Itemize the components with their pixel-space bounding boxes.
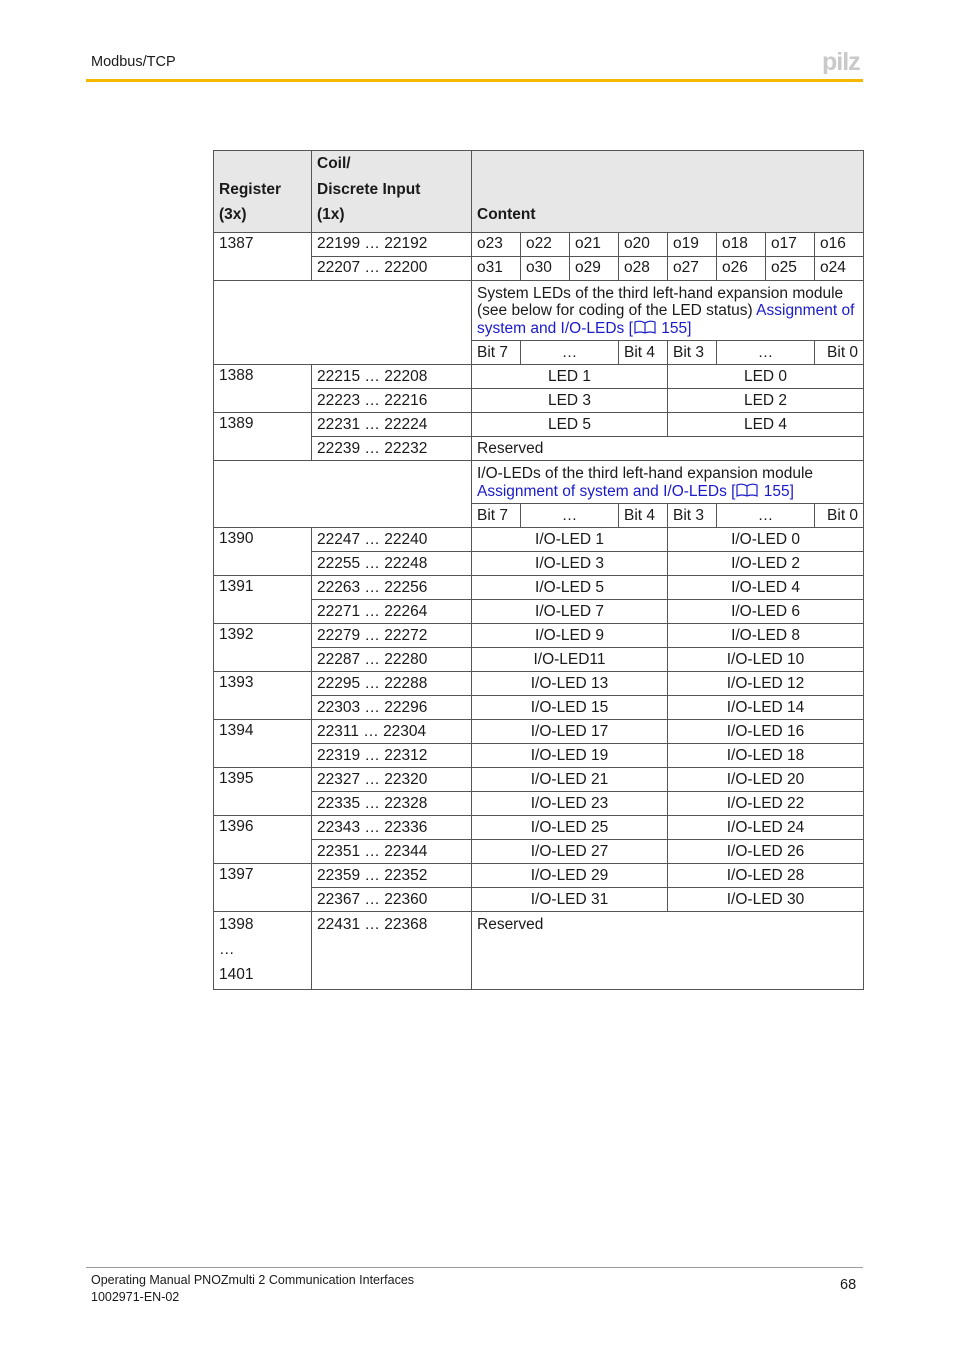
pilz-logo: [822, 50, 864, 74]
io-led-cell: I/O-LED 2: [668, 552, 864, 576]
table-row: [214, 672, 864, 696]
coil-cell: 22223 … 22216: [312, 389, 472, 413]
io-led-cell: I/O-LED 17: [472, 720, 668, 744]
table-row: [214, 648, 864, 672]
register-cell: 1391: [214, 576, 312, 624]
header-register: Register (3x): [214, 151, 312, 233]
led-cell: LED 0: [668, 365, 864, 389]
bit-label: Bit 3: [668, 504, 717, 528]
io-led-cell: I/O-LED 30: [668, 888, 864, 912]
coil-cell: 22231 … 22224: [312, 413, 472, 437]
io-led-cell: I/O-LED 10: [668, 648, 864, 672]
io-leds-description: I/O-LEDs of the third left-hand expansion module Assignment of system and I/O-LEDs [ 155]: [472, 461, 864, 504]
io-led-cell: I/O-LED 9: [472, 624, 668, 648]
bit-cell: o21: [570, 232, 619, 256]
table-row: [214, 256, 864, 280]
table-row: [214, 768, 864, 792]
bit-cell: o19: [668, 232, 717, 256]
table-row: [214, 461, 864, 504]
empty-cell: [214, 461, 472, 528]
io-led-cell: I/O-LED 6: [668, 600, 864, 624]
table-row: [214, 413, 864, 437]
register-cell: 1390: [214, 528, 312, 576]
coil-cell: 22199 … 22192: [312, 232, 472, 256]
io-led-cell: I/O-LED 18: [668, 744, 864, 768]
register-cell: 1388: [214, 365, 312, 413]
svg-text:pilz: pilz: [822, 50, 860, 74]
assignment-link[interactable]: Assignment of system and I/O-LEDs [ 155]: [477, 482, 794, 500]
io-led-cell: I/O-LED 16: [668, 720, 864, 744]
table-header-row: [214, 151, 864, 233]
table-row: [214, 389, 864, 413]
register-cell: 1389: [214, 413, 312, 461]
led-cell: LED 5: [472, 413, 668, 437]
io-led-cell: I/O-LED 20: [668, 768, 864, 792]
table-row: [214, 624, 864, 648]
coil-cell: 22311 … 22304: [312, 720, 472, 744]
table-row: [214, 912, 864, 990]
footer-manual-title: Operating Manual PNOZmulti 2 Communication Interfaces: [91, 1273, 415, 1287]
bit-label: Bit 0: [815, 504, 864, 528]
register-cell: 1387: [214, 232, 312, 280]
coil-cell: 22247 … 22240: [312, 528, 472, 552]
led-cell: LED 4: [668, 413, 864, 437]
table-row: [214, 744, 864, 768]
coil-cell: 22359 … 22352: [312, 864, 472, 888]
table-row: [214, 864, 864, 888]
coil-cell: 22295 … 22288: [312, 672, 472, 696]
coil-cell: 22207 … 22200: [312, 256, 472, 280]
empty-cell: [214, 280, 472, 365]
bit-label: …: [521, 504, 619, 528]
io-led-cell: I/O-LED11: [472, 648, 668, 672]
bit-label: Bit 7: [472, 504, 521, 528]
bit-label: Bit 7: [472, 341, 521, 365]
table-row: [214, 696, 864, 720]
io-led-cell: I/O-LED 12: [668, 672, 864, 696]
io-led-cell: I/O-LED 23: [472, 792, 668, 816]
io-led-cell: I/O-LED 25: [472, 816, 668, 840]
io-led-cell: I/O-LED 21: [472, 768, 668, 792]
reserved-cell: Reserved: [472, 437, 864, 461]
coil-cell: 22287 … 22280: [312, 648, 472, 672]
coil-cell: 22319 … 22312: [312, 744, 472, 768]
coil-cell: 22271 … 22264: [312, 600, 472, 624]
register-cell: 1398 … 1401: [214, 912, 312, 990]
coil-cell: 22255 … 22248: [312, 552, 472, 576]
coil-cell: 22303 … 22296: [312, 696, 472, 720]
coil-cell: 22215 … 22208: [312, 365, 472, 389]
bit-cell: o24: [815, 256, 864, 280]
register-cell: 1394: [214, 720, 312, 768]
io-led-cell: I/O-LED 0: [668, 528, 864, 552]
bit-label: Bit 4: [619, 504, 668, 528]
table-row: [214, 528, 864, 552]
header-rule: [86, 79, 863, 82]
register-table: [213, 150, 864, 990]
coil-cell: 22327 … 22320: [312, 768, 472, 792]
io-led-cell: I/O-LED 1: [472, 528, 668, 552]
coil-cell: 22367 … 22360: [312, 888, 472, 912]
coil-cell: 22431 … 22368: [312, 912, 472, 990]
table-row: [214, 576, 864, 600]
bit-cell: o16: [815, 232, 864, 256]
header-title: Modbus/TCP: [91, 54, 176, 70]
led-cell: LED 3: [472, 389, 668, 413]
table-row: [214, 600, 864, 624]
io-led-cell: I/O-LED 22: [668, 792, 864, 816]
bit-cell: o18: [717, 232, 766, 256]
sys-leds-description: System LEDs of the third left-hand expansion module (see below for coding of the LED status) Assignment of system and I/O-LEDs [ 155]: [472, 280, 864, 341]
table-row: [214, 232, 864, 256]
table-row: [214, 888, 864, 912]
header-content: Content: [472, 151, 864, 233]
io-led-cell: I/O-LED 15: [472, 696, 668, 720]
coil-cell: 22239 … 22232: [312, 437, 472, 461]
io-led-cell: I/O-LED 14: [668, 696, 864, 720]
table-row: [214, 792, 864, 816]
register-cell: 1392: [214, 624, 312, 672]
table-row: [214, 280, 864, 341]
bit-label: Bit 4: [619, 341, 668, 365]
assignment-link[interactable]: Assignment of system and I/O-LEDs [ 155]: [477, 302, 855, 337]
io-led-cell: I/O-LED 29: [472, 864, 668, 888]
footer-rule: [86, 1267, 863, 1268]
bit-cell: o20: [619, 232, 668, 256]
bit-label: …: [717, 504, 815, 528]
table-row: [214, 816, 864, 840]
io-led-cell: I/O-LED 24: [668, 816, 864, 840]
io-led-cell: I/O-LED 19: [472, 744, 668, 768]
led-cell: LED 2: [668, 389, 864, 413]
coil-cell: 22263 … 22256: [312, 576, 472, 600]
bit-cell: o26: [717, 256, 766, 280]
io-led-cell: I/O-LED 8: [668, 624, 864, 648]
page-number: 68: [840, 1277, 857, 1293]
register-cell: 1396: [214, 816, 312, 864]
bit-cell: o31: [472, 256, 521, 280]
coil-cell: 22351 … 22344: [312, 840, 472, 864]
io-led-cell: I/O-LED 7: [472, 600, 668, 624]
coil-cell: 22279 … 22272: [312, 624, 472, 648]
led-cell: LED 1: [472, 365, 668, 389]
coil-cell: 22343 … 22336: [312, 816, 472, 840]
footer-doc-number: 1002971-EN-02: [91, 1290, 180, 1304]
coil-cell: 22335 … 22328: [312, 792, 472, 816]
reserved-cell: Reserved: [472, 912, 864, 990]
table-row: [214, 365, 864, 389]
bit-cell: o30: [521, 256, 570, 280]
io-led-cell: I/O-LED 4: [668, 576, 864, 600]
bit-cell: o17: [766, 232, 815, 256]
table-row: [214, 720, 864, 744]
bit-cell: o27: [668, 256, 717, 280]
register-cell: 1393: [214, 672, 312, 720]
bit-label: …: [521, 341, 619, 365]
io-led-cell: I/O-LED 27: [472, 840, 668, 864]
io-led-cell: I/O-LED 28: [668, 864, 864, 888]
bit-label: …: [717, 341, 815, 365]
bit-label: Bit 0: [815, 341, 864, 365]
bit-cell: o25: [766, 256, 815, 280]
io-led-cell: I/O-LED 26: [668, 840, 864, 864]
bit-cell: o28: [619, 256, 668, 280]
book-icon: [633, 320, 657, 334]
header-coil: Coil/ Discrete Input (1x): [312, 151, 472, 233]
table-row: [214, 437, 864, 461]
io-led-cell: I/O-LED 31: [472, 888, 668, 912]
bit-cell: o29: [570, 256, 619, 280]
register-cell: 1395: [214, 768, 312, 816]
bit-cell: o22: [521, 232, 570, 256]
io-led-cell: I/O-LED 13: [472, 672, 668, 696]
register-cell: 1397: [214, 864, 312, 912]
io-led-cell: I/O-LED 5: [472, 576, 668, 600]
book-icon: [735, 483, 759, 497]
table-row: [214, 552, 864, 576]
io-led-cell: I/O-LED 3: [472, 552, 668, 576]
bit-label: Bit 3: [668, 341, 717, 365]
table-row: [214, 840, 864, 864]
bit-cell: o23: [472, 232, 521, 256]
